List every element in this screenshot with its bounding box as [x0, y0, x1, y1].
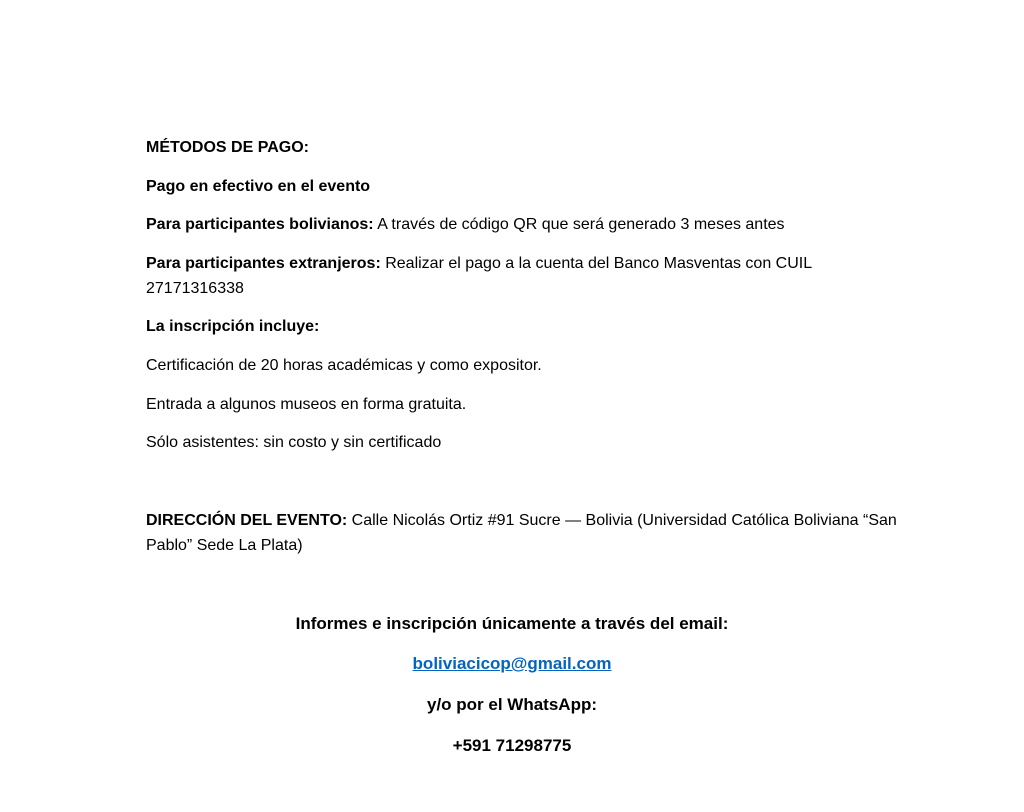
includes-item-museums: Entrada a algunos museos en forma gratuita. [146, 396, 467, 413]
includes-heading: La inscripción incluye: [146, 318, 320, 335]
bolivian-participants-text: A través de código QR que será generado 3 meses antes [373, 216, 785, 233]
whatsapp-phone: +591 71298775 [452, 736, 572, 755]
cash-payment-line: Pago en efectivo en el evento [146, 178, 371, 195]
contact-intro: Informes e inscripción únicamente a través del email: [295, 614, 729, 633]
foreign-participants-line [146, 252, 936, 276]
event-address-continuation: Pablo” Sede La Plata) [146, 537, 303, 554]
bolivian-participants-label: Para participantes bolivianos: [146, 216, 374, 233]
event-address-line [146, 509, 936, 533]
event-address-text: Calle Nicolás Ortiz #91 Sucre — Bolivia (Universidad Católica Boliviana “San [347, 512, 897, 529]
foreign-participants-label: Para participantes extranjeros: [146, 255, 381, 272]
includes-item-attendees: Sólo asistentes: sin costo y sin certificado [146, 434, 442, 451]
event-address-label: DIRECCIÓN DEL EVENTO: [146, 512, 348, 529]
foreign-participants-text: Realizar el pago a la cuenta del Banco Masventas con CUIL [380, 255, 813, 272]
includes-item-certification: Certificación de 20 horas académicas y como expositor. [146, 357, 542, 374]
foreign-participants-cuil: 27171316338 [146, 280, 244, 297]
whatsapp-label: y/o por el WhatsApp: [427, 695, 597, 714]
payment-methods-heading: MÉTODOS DE PAGO: [146, 139, 309, 156]
contact-email-link[interactable]: boliviacicop@gmail.com [412, 654, 612, 673]
contact-email-line [0, 652, 1024, 676]
bolivian-participants-line [146, 213, 936, 237]
